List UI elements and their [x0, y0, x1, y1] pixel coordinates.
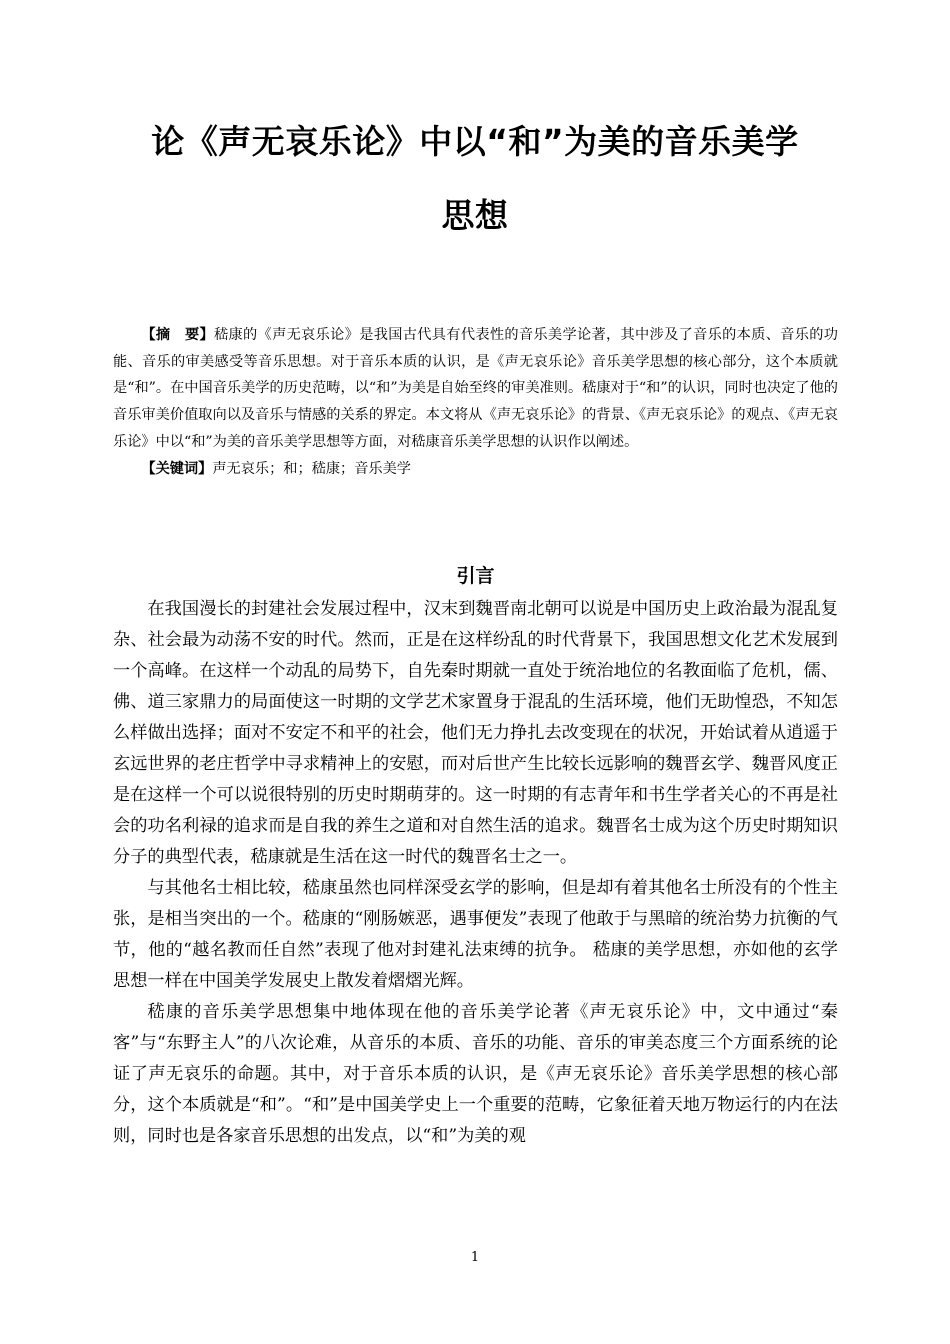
document-title-line-2: 思想: [441, 196, 509, 235]
body-text: [113, 594, 838, 1152]
body-paragraph: 与其他名士相比较，嵇康虽然也同样深受玄学的影响，但是却有着其他名士所没有的个性主张，是相当突出的一个。嵇康的“刚肠嫉恶，遇事便发”表现了他敢于与黑暗的统治势力抗衡的气节，他的“越名教而任自然”表现了他对封建礼法束缚的抗争。 嵇康的美学思想，亦如他的玄学思想一样在中国美学发展史上散发着熠熠光辉。: [113, 878, 838, 991]
abstract-label: 【摘 要】: [141, 327, 214, 343]
keywords-text: 声无哀乐；和；嵇康；音乐美学: [212, 460, 411, 477]
section-title-introduction: 引言: [456, 565, 495, 587]
body-paragraph: 在我国漫长的封建社会发展过程中，汉末到魏晋南北朝可以说是中国历史上政治最为混乱复杂、社会最为动荡不安的时代。然而，正是在这样纷乱的时代背景下，我国思想文化艺术发展到一个高峰。在这样一个动乱的局势下，自先秦时期就一直处于统治地位的名教面临了危机，儒、佛、道三家鼎力的局面使这一时期的文学艺术家置身于混乱的生活环境，他们无助惶恐，不知怎么样做出选择；面对不安定不和平的社会，他们无力挣扎去改变现在的状况，开始试着从逍遥于玄远世界的老庄哲学中寻求精神上的安慰，而对后世产生比较长远影响的魏晋玄学、魏晋风度正是在这样一个可以说很特别的历史时期萌芽的。这一时期的有志青年和书生学者关心的不再是社会的功名利禄的追求而是自我的养生之道和对自然生活的追求。魏晋名士成为这个历史时期知识分子的典型代表，嵇康就是生活在这一时代的魏晋名士之一。: [113, 599, 838, 867]
keywords-paragraph: [113, 456, 838, 483]
page-number: 1: [470, 1250, 480, 1265]
body-paragraph: 嵇康的音乐美学思想集中地体现在他的音乐美学论著《声无哀乐论》中，文中通过“秦客”与“东野主人”的八次论难，从音乐的本质、音乐的功能、音乐的审美态度三个方面系统的论证了声无哀乐的命题。其中，对于音乐本质的认识，是《声无哀乐论》音乐美学思想的核心部分，这个本质就是“和”。“和”是中国美学史上一个重要的范畴，它象征着天地万物运行的内在法则，同时也是各家音乐思想的出发点，以“和”为美的观: [113, 1002, 838, 1146]
abstract-text: 嵇康的《声无哀乐论》是我国古代具有代表性的音乐美学论著，其中涉及了音乐的本质、音乐的功能、音乐的审美感受等音乐思想。对于音乐本质的认识，是《声无哀乐论》音乐美学思想的核心部分，这个本质就是“和”。在中国音乐美学的历史范畴，以“和”为美是自始至终的审美准则。嵇康对于“和”的认识，同时也决定了他的音乐审美价值取向以及音乐与情感的关系的界定。本文将从《声无哀乐论》的背景、《声无哀乐论》的观点、《声无哀乐论》中以“和”为美的音乐美学思想等方面，对嵇康音乐美学思想的认识作以阐述。: [113, 327, 838, 450]
abstract-block: [113, 322, 838, 482]
abstract-paragraph: [113, 322, 838, 456]
keywords-label: 【关键词】: [141, 460, 213, 477]
document-title-line-1: 论《声无哀乐论》中以“和”为美的音乐美学: [151, 122, 799, 161]
